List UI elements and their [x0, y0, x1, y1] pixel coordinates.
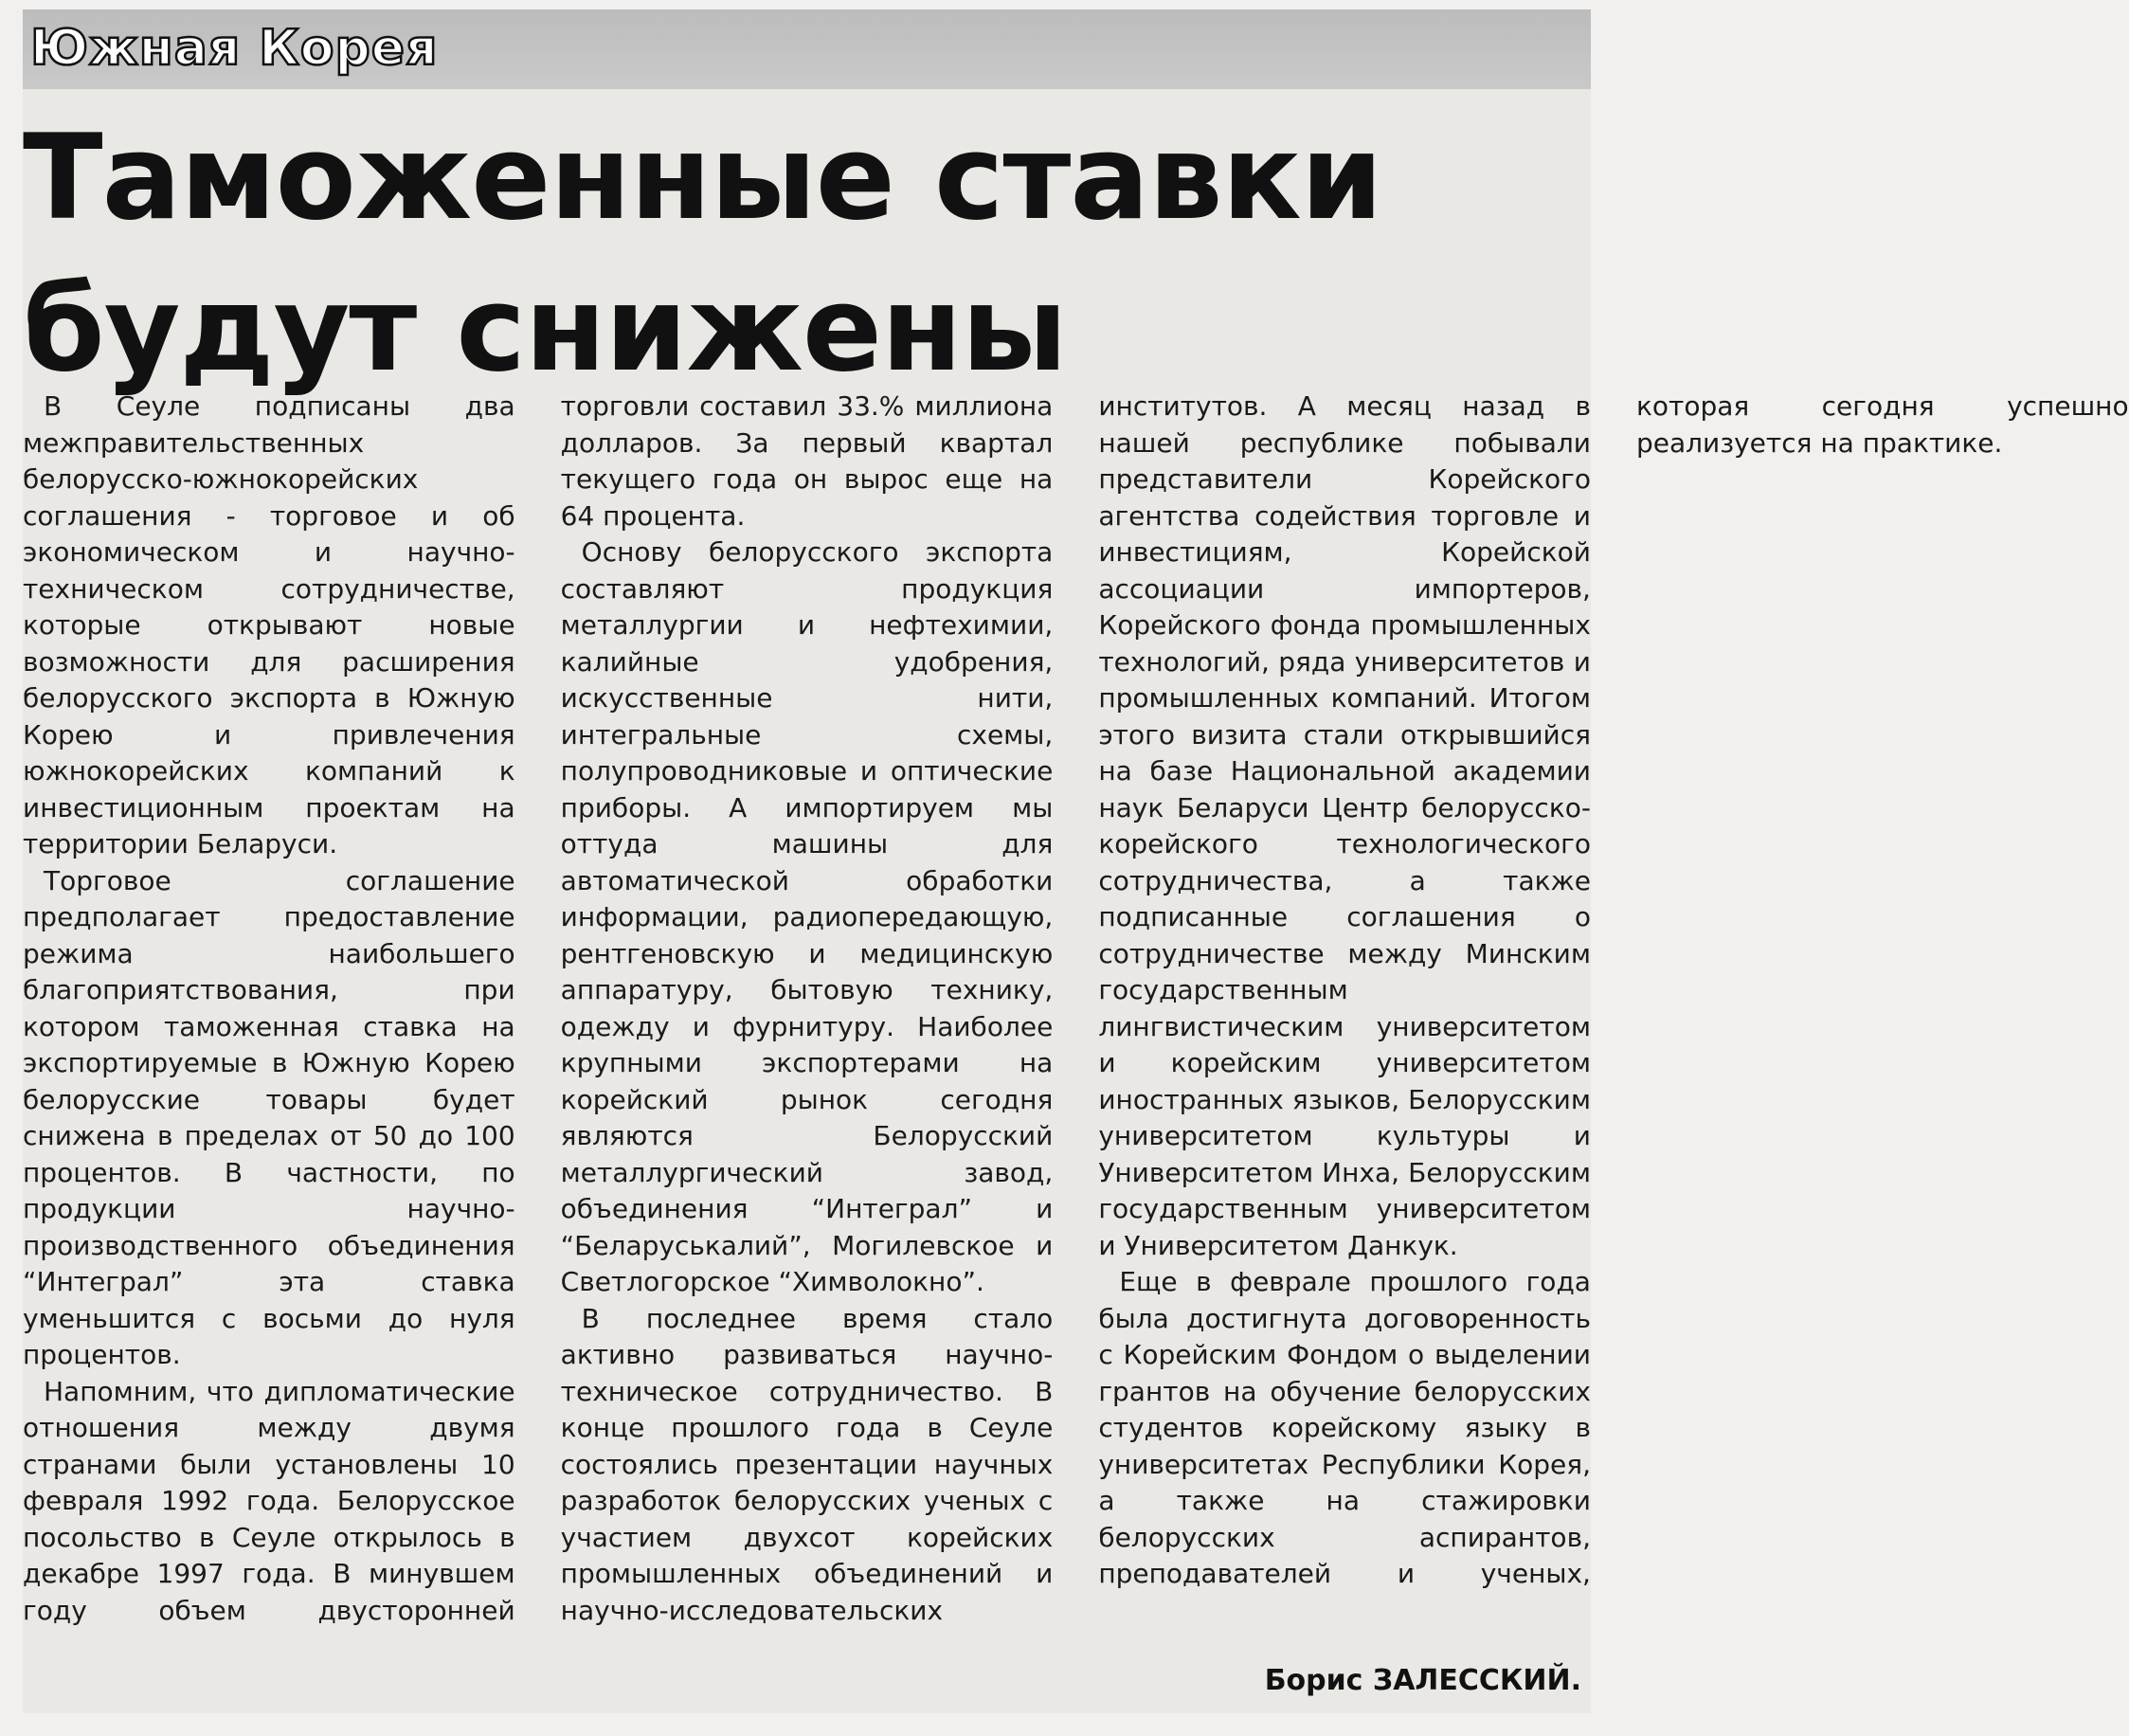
- headline-line-2: будут снижены: [23, 262, 1067, 398]
- article-paragraph: Напомним, что дипломатические отношения между двумя странами были установлены 10 февраля 1992 года. Белорусское посольство в Сеуле открылось в декабре 1997 года. В минувшем году объем двусторонней торговли составил 33.% миллиона долларов. За первый квартал текущего года он вырос еще на 64 процента.: [23, 390, 1054, 1626]
- article-paragraph: В Сеуле подписаны два межправительственных белорусско-южнокорейских соглашения - торговое и об экономическом и научно-техническом сотрудничестве, которые открывают новые возможности для расширения белорусского экспорта в Южную Корею и привлечения южнокорейских компаний к инвестиционным проектам на территории Беларуси.: [23, 390, 515, 859]
- article-paragraph: Еще в феврале прошлого года была достигнута договоренность с Корейским Фондом о выделении грантов на обучение белорусских студентов корейскому языку в университетах Республики Корея, а также на стажировки белорусских аспирантов, преподавателей и ученых, которая сегодня успешно реализуется на практике.: [1098, 390, 2129, 1589]
- headline-line-1: Таможенные ставки: [23, 110, 1382, 246]
- headline: [23, 102, 1591, 406]
- article-paragraph: В последнее время стало активно развиваться научно-техническое сотрудничество. В конце прошлого года в Сеуле состоялись презентации научных разработок белорусских ученых с участием двухсот корейских промышленных объединений и научно-исследовательских институтов. А месяц назад в нашей республике побывали представители Корейского агентства содействия торговле и инвестициям, Корейской ассоциации импортеров, Корейского фонда промышленных технологий, ряда университетов и промышленных компаний. Итогом этого визита стали открывшийся на базе Национальной академии наук Беларуси Центр белорусско-корейского технологического сотрудничества, а также подписанные соглашения о сотрудничестве между Минским государственным лингвистическим университетом и корейским университетом иностранных языков, Белорусским университетом культуры и Университетом Инха, Белорусским государственным университетом и Университетом Данкук.: [560, 390, 1591, 1626]
- author-byline: Борис ЗАЛЕССКИЙ.: [1264, 1664, 1581, 1697]
- rubric-label: Южная Корея: [30, 20, 439, 77]
- newspaper-clipping: [23, 9, 2129, 1713]
- article-paragraph: Торговое соглашение предполагает предоставление режима наибольшего благоприятствования, при котором таможенная ставка на экспортируемые в Южную Корею белорусские товары будет снижена в пределах от 50 до 100 процентов. В частности, по продукции научно-производственного объединения “Интеграл” эта ставка уменьшится с восьми до нуля процентов.: [23, 864, 515, 1370]
- article-paragraph: Основу белорусского экспорта составляют продукция металлургии и нефтехимии, калийные удобрения, искусственные нити, интегральные схемы, полупроводниковые и оптические приборы. А импортируем мы оттуда машины для автоматической обработки информации, радиопередающую, рентгеновскую и медицинскую аппаратуру, бытовую технику, одежду и фурнитуру. Наиболее крупными экспортерами на корейский рынок сегодня являются Белорусский металлургический завод, объединения “Интеграл” и “Беларуськалий”, Могилевское и Светлогорское “Химволокно”.: [560, 536, 1054, 1297]
- article-body: [23, 389, 2129, 1649]
- rubric-bar: [23, 9, 1591, 89]
